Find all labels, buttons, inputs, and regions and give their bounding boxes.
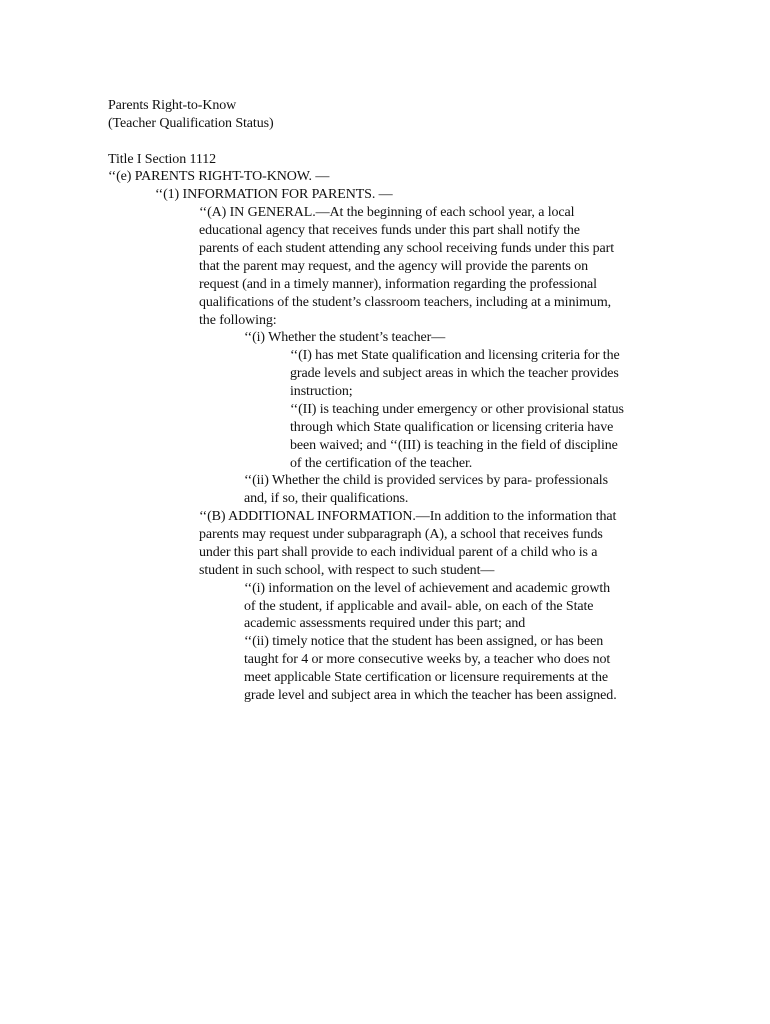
clause-b-ii-line: ‘‘(ii) timely notice that the student has been assigned, or has been bbox=[244, 634, 604, 649]
subparagraph-a-line: the following: bbox=[199, 313, 277, 328]
clause-a-ii-line: ‘‘(ii) Whether the child is provided services by para- professionals bbox=[244, 473, 608, 488]
clause-b-i-line: ‘‘(i) information on the level of achievement and academic growth bbox=[244, 581, 611, 596]
clause-b-ii-line: grade level and subject area in which the teacher has been assigned. bbox=[244, 688, 617, 703]
section-reference: Title I Section 1112 bbox=[108, 152, 217, 167]
subclause-i-line: ‘‘(I) has met State qualification and licensing criteria for the bbox=[290, 348, 620, 363]
subparagraph-a-line: request (and in a timely manner), information regarding the professional bbox=[199, 277, 597, 292]
subparagraph-b-line: student in such school, with respect to such student— bbox=[199, 563, 495, 578]
subclause-ii-line: ‘‘(II) is teaching under emergency or other provisional status bbox=[290, 402, 624, 417]
subclause-i-line: grade levels and subject areas in which the teacher provides bbox=[290, 366, 619, 381]
paragraph-1-heading: ‘‘(1) INFORMATION FOR PARENTS. — bbox=[155, 187, 393, 202]
clause-b-i-line: academic assessments required under this part; and bbox=[244, 616, 526, 631]
subclause-ii-line: through which State qualification or licensing criteria have bbox=[290, 420, 614, 435]
clause-a-i-line: ‘‘(i) Whether the student’s teacher— bbox=[244, 330, 446, 345]
subclause-ii-line: of the certification of the teacher. bbox=[290, 456, 473, 471]
document-subtitle: (Teacher Qualification Status) bbox=[108, 116, 274, 131]
subparagraph-a-line: qualifications of the student’s classroom teachers, including at a minimum, bbox=[199, 295, 612, 310]
clause-a-ii-line: and, if so, their qualifications. bbox=[244, 491, 409, 506]
subclause-ii-line: been waived; and ‘‘(III) is teaching in the field of discipline bbox=[290, 438, 618, 453]
subparagraph-a-line: ‘‘(A) IN GENERAL.—At the beginning of each school year, a local bbox=[199, 205, 575, 220]
subparagraph-b-line: under this part shall provide to each individual parent of a child who is a bbox=[199, 545, 598, 560]
subparagraph-a-line: parents of each student attending any school receiving funds under this part bbox=[199, 241, 614, 256]
clause-b-i-line: of the student, if applicable and avail- able, on each of the State bbox=[244, 599, 594, 614]
subsection-e-heading: ‘‘(e) PARENTS RIGHT-TO-KNOW. — bbox=[108, 169, 330, 184]
subparagraph-a-line: that the parent may request, and the agency will provide the parents on bbox=[199, 259, 589, 274]
document-title: Parents Right-to-Know bbox=[108, 98, 237, 113]
clause-b-ii-line: meet applicable State certification or licensure requirements at the bbox=[244, 670, 609, 685]
subparagraph-a-line: educational agency that receives funds under this part shall notify the bbox=[199, 223, 580, 238]
subparagraph-b-line: ‘‘(B) ADDITIONAL INFORMATION.—In addition to the information that bbox=[199, 509, 617, 524]
clause-b-ii-line: taught for 4 or more consecutive weeks by, a teacher who does not bbox=[244, 652, 611, 667]
subclause-i-line: instruction; bbox=[290, 384, 353, 399]
subparagraph-b-line: parents may request under subparagraph (A), a school that receives funds bbox=[199, 527, 603, 542]
